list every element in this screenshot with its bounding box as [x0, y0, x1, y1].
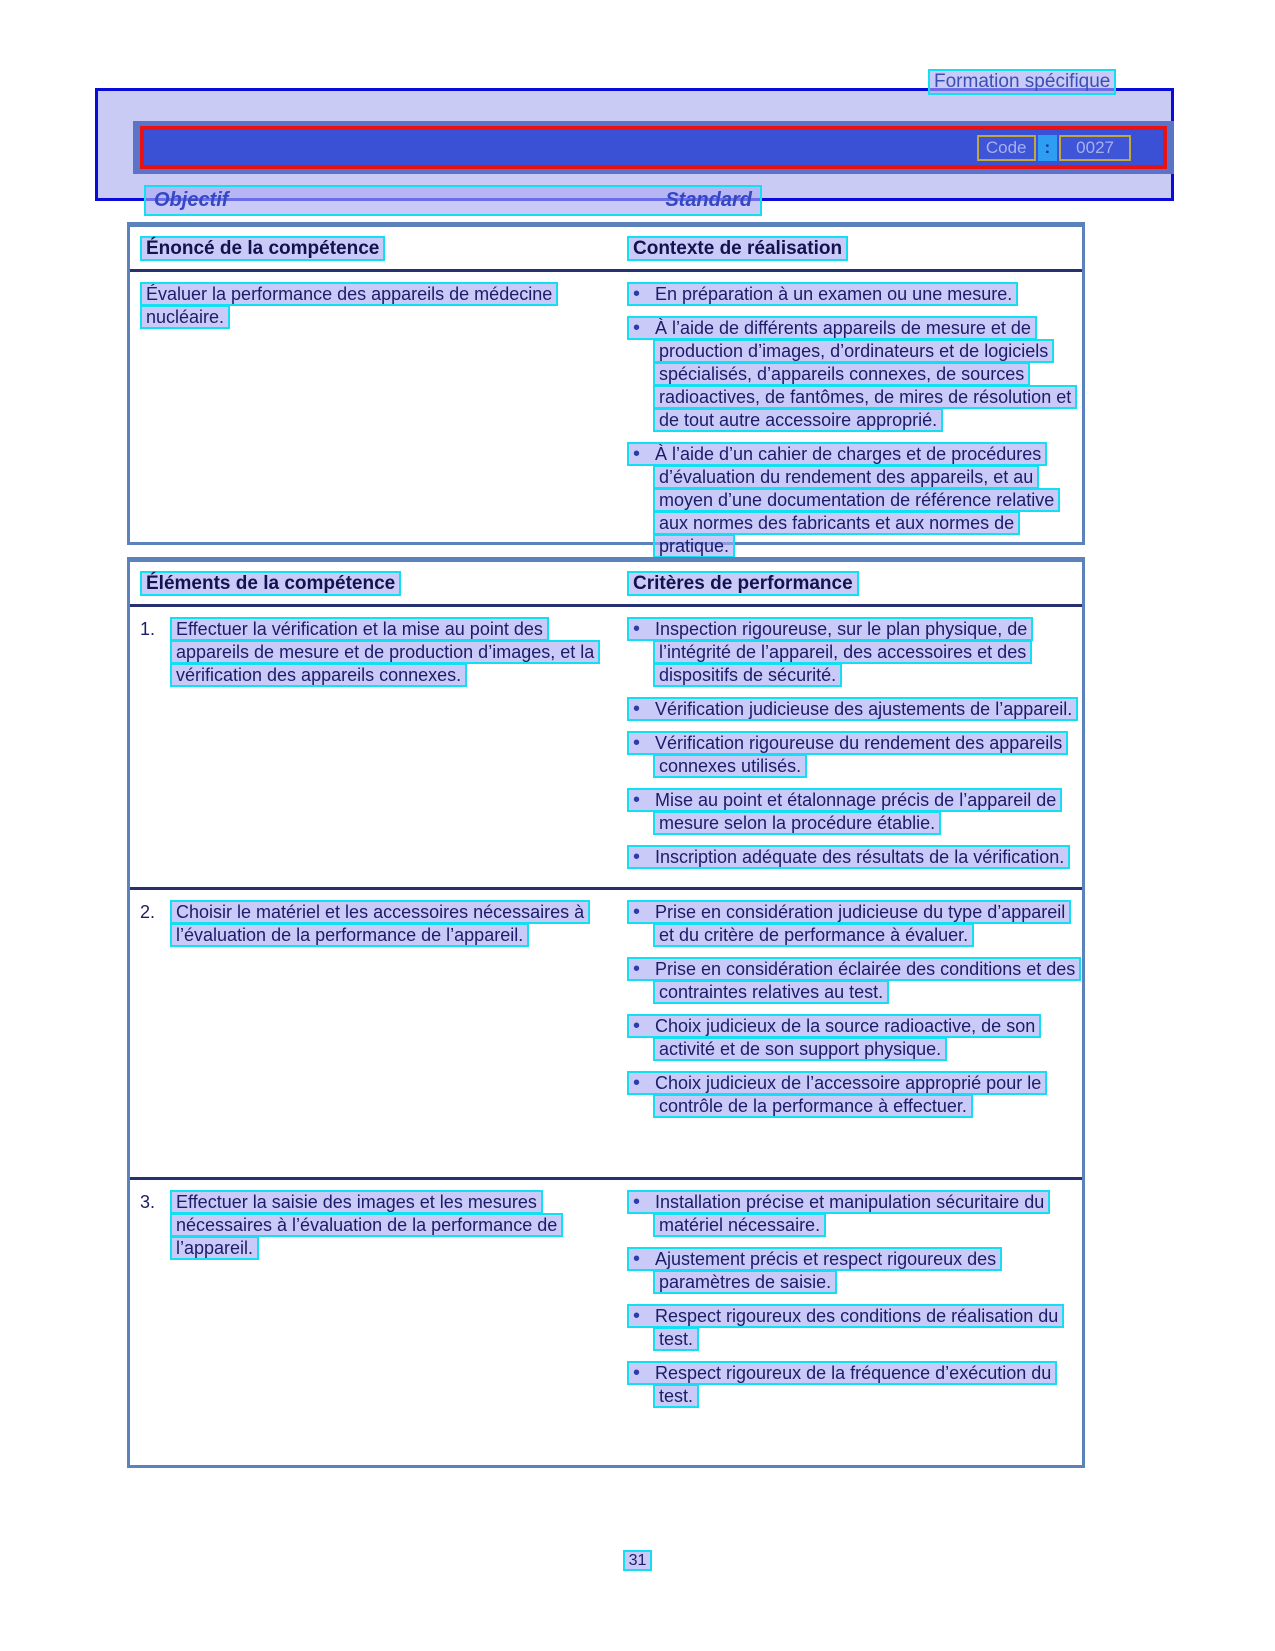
table2-row-3 [130, 1180, 1082, 1465]
section-eyebrow: Formation spécifique [928, 69, 1116, 95]
context-item-text: À l’aide de différents appareils de mesure et de production d’images, d’ordinateurs et de logiciels spécialisés, d’appareils connexes, de sources radioactives, de fantômes, de mires de résolution et de tout autre accessoire approprié. [655, 318, 1072, 430]
context-item-line [627, 316, 1077, 432]
statement-text: Évaluer la performance des appareils de médecine nucléaire. [140, 282, 558, 329]
criteria-item-text: Inspection rigoureuse, sur le plan physique, de l’intégrité de l’appareil, des accessoires et des dispositifs de sécurité. [655, 619, 1028, 685]
criteria-item-text: Mise au point et étalonnage précis de l’appareil de mesure selon la procédure établie. [655, 790, 1057, 833]
criteria-item-line [627, 788, 1062, 835]
context-item-text: À l’aide d’un cahier de charges et de procédures d’évaluation du rendement des appareils, et au moyen d’une documentation de référence relative aux normes des fabricants et aux normes de pratique. [655, 444, 1055, 556]
criteria-item-line [627, 1071, 1047, 1118]
statement [140, 283, 572, 329]
criteria-item-line [627, 1190, 1050, 1237]
criteria-item-line [627, 1304, 1064, 1351]
criteria-item [627, 901, 1082, 947]
col-header: Éléments de la compétence [140, 571, 401, 596]
bullet-icon: • [633, 1248, 641, 1270]
criteria-item [627, 732, 1082, 778]
title-bar [133, 121, 1174, 174]
criteria-item [627, 618, 1082, 687]
criteria-item-text: Choix judicieux de la source radioactive, de son activité et de son support physique. [655, 1016, 1036, 1059]
criteria-item [627, 1191, 1082, 1237]
col-header: Contexte de réalisation [627, 236, 848, 261]
bullet-icon: • [633, 958, 641, 980]
objectif-heading: Objectif [154, 189, 229, 211]
title-bar-inner [140, 126, 1167, 169]
criteria-item-text: Respect rigoureux de la fréquence d’exécution du test. [655, 1363, 1052, 1406]
criteria-cell [617, 618, 1082, 887]
criteria-item [627, 1015, 1082, 1061]
elements-criteria-table [127, 557, 1085, 1468]
element-text: Choisir le matériel et les accessoires nécessaires à l’évaluation de la performance de l’appareil. [170, 900, 590, 947]
context-cell [617, 283, 1082, 569]
code-value: 0027 [1059, 135, 1131, 161]
context-item [627, 283, 1082, 306]
criteria-item-text: Ajustement précis et respect rigoureux des paramètres de saisie. [655, 1249, 997, 1292]
criteria-item [627, 1362, 1082, 1408]
table1-body-row [130, 272, 1082, 569]
table2-col1-header-cell [130, 572, 617, 595]
bullet-icon: • [633, 846, 641, 868]
criteria-item [627, 846, 1082, 869]
criteria-item-line [627, 845, 1070, 869]
bullet-icon: • [633, 317, 641, 339]
context-item-text: En préparation à un examen ou une mesure. [655, 284, 1013, 304]
statement-cell [130, 283, 617, 569]
criteria-item-line [627, 697, 1078, 721]
element-item [140, 901, 603, 947]
criteria-item-text: Prise en considération judicieuse du type d’appareil et du critère de performance à évaluer. [655, 902, 1066, 945]
element-text: Effectuer la vérification et la mise au point des appareils de mesure et de production d’images, et la vérification des appareils connexes. [170, 617, 600, 687]
table1-col2-header-cell [617, 237, 1082, 260]
context-item-line [627, 282, 1018, 306]
criteria-cell [617, 901, 1082, 1177]
bullet-icon: • [633, 1015, 641, 1037]
table2-row-1 [130, 607, 1082, 890]
element-item [140, 618, 603, 687]
criteria-item [627, 698, 1082, 721]
criteria-item-line [627, 1247, 1002, 1294]
col-header: Énoncé de la compétence [140, 236, 385, 261]
table2-row-2 [130, 890, 1082, 1180]
element-cell [130, 1191, 617, 1465]
item-number: 2. [140, 902, 156, 922]
bullet-icon: • [633, 1072, 641, 1094]
criteria-item [627, 958, 1082, 1004]
item-number: 1. [140, 619, 156, 639]
code-separator: : [1038, 135, 1058, 161]
bullet-icon: • [633, 901, 641, 923]
table2-header-row [130, 562, 1082, 607]
criteria-item [627, 789, 1082, 835]
criteria-item-line [627, 1014, 1041, 1061]
criteria-item-line [627, 1361, 1057, 1408]
page-number-row [0, 1552, 1275, 1570]
criteria-item-line [627, 617, 1033, 687]
objectif-standard-row [144, 185, 762, 216]
context-item-line [627, 442, 1060, 558]
criteria-item-text: Inscription adéquate des résultats de la vérification. [655, 847, 1065, 867]
bullet-icon: • [633, 618, 641, 640]
bullet-icon: • [633, 1362, 641, 1384]
table1-col1-header-cell [130, 237, 617, 260]
element-text: Effectuer la saisie des images et les mesures nécessaires à l’évaluation de la performance de l’appareil. [170, 1190, 563, 1260]
standard-heading: Standard [665, 189, 752, 211]
element-cell [130, 618, 617, 887]
criteria-item-text: Prise en considération éclairée des conditions et des contraintes relatives au test. [655, 959, 1076, 1002]
criteria-item-text: Choix judicieux de l’accessoire approprié pour le contrôle de la performance à effectuer. [655, 1073, 1042, 1116]
criteria-cell [617, 1191, 1082, 1465]
criteria-item [627, 1072, 1082, 1118]
table2-col2-header-cell [617, 572, 1082, 595]
criteria-item-text: Vérification rigoureuse du rendement des appareils connexes utilisés. [655, 733, 1063, 776]
bullet-icon: • [633, 1191, 641, 1213]
criteria-item-line [627, 957, 1081, 1004]
element-item [140, 1191, 603, 1260]
criteria-item [627, 1305, 1082, 1351]
bullet-icon: • [633, 732, 641, 754]
col-header: Critères de performance [627, 571, 859, 596]
bullet-icon: • [633, 698, 641, 720]
criteria-item-text: Vérification judicieuse des ajustements de l’appareil. [655, 699, 1073, 719]
element-cell [130, 901, 617, 1177]
criteria-item [627, 1248, 1082, 1294]
criteria-item-text: Respect rigoureux des conditions de réalisation du test. [655, 1306, 1059, 1349]
table1-header-row [130, 227, 1082, 272]
context-item [627, 317, 1082, 432]
bullet-icon: • [633, 443, 641, 465]
bullet-icon: • [633, 283, 641, 305]
code-label: Code [977, 135, 1036, 161]
bullet-icon: • [633, 789, 641, 811]
item-number: 3. [140, 1192, 156, 1212]
context-item [627, 443, 1082, 558]
criteria-item-text: Installation précise et manipulation sécuritaire du matériel nécessaire. [655, 1192, 1045, 1235]
criteria-item-line [627, 900, 1071, 947]
page-number: 31 [623, 1550, 653, 1571]
competence-context-table [127, 222, 1085, 556]
code-group [977, 135, 1131, 161]
bullet-icon: • [633, 1305, 641, 1327]
criteria-item-line [627, 731, 1068, 778]
